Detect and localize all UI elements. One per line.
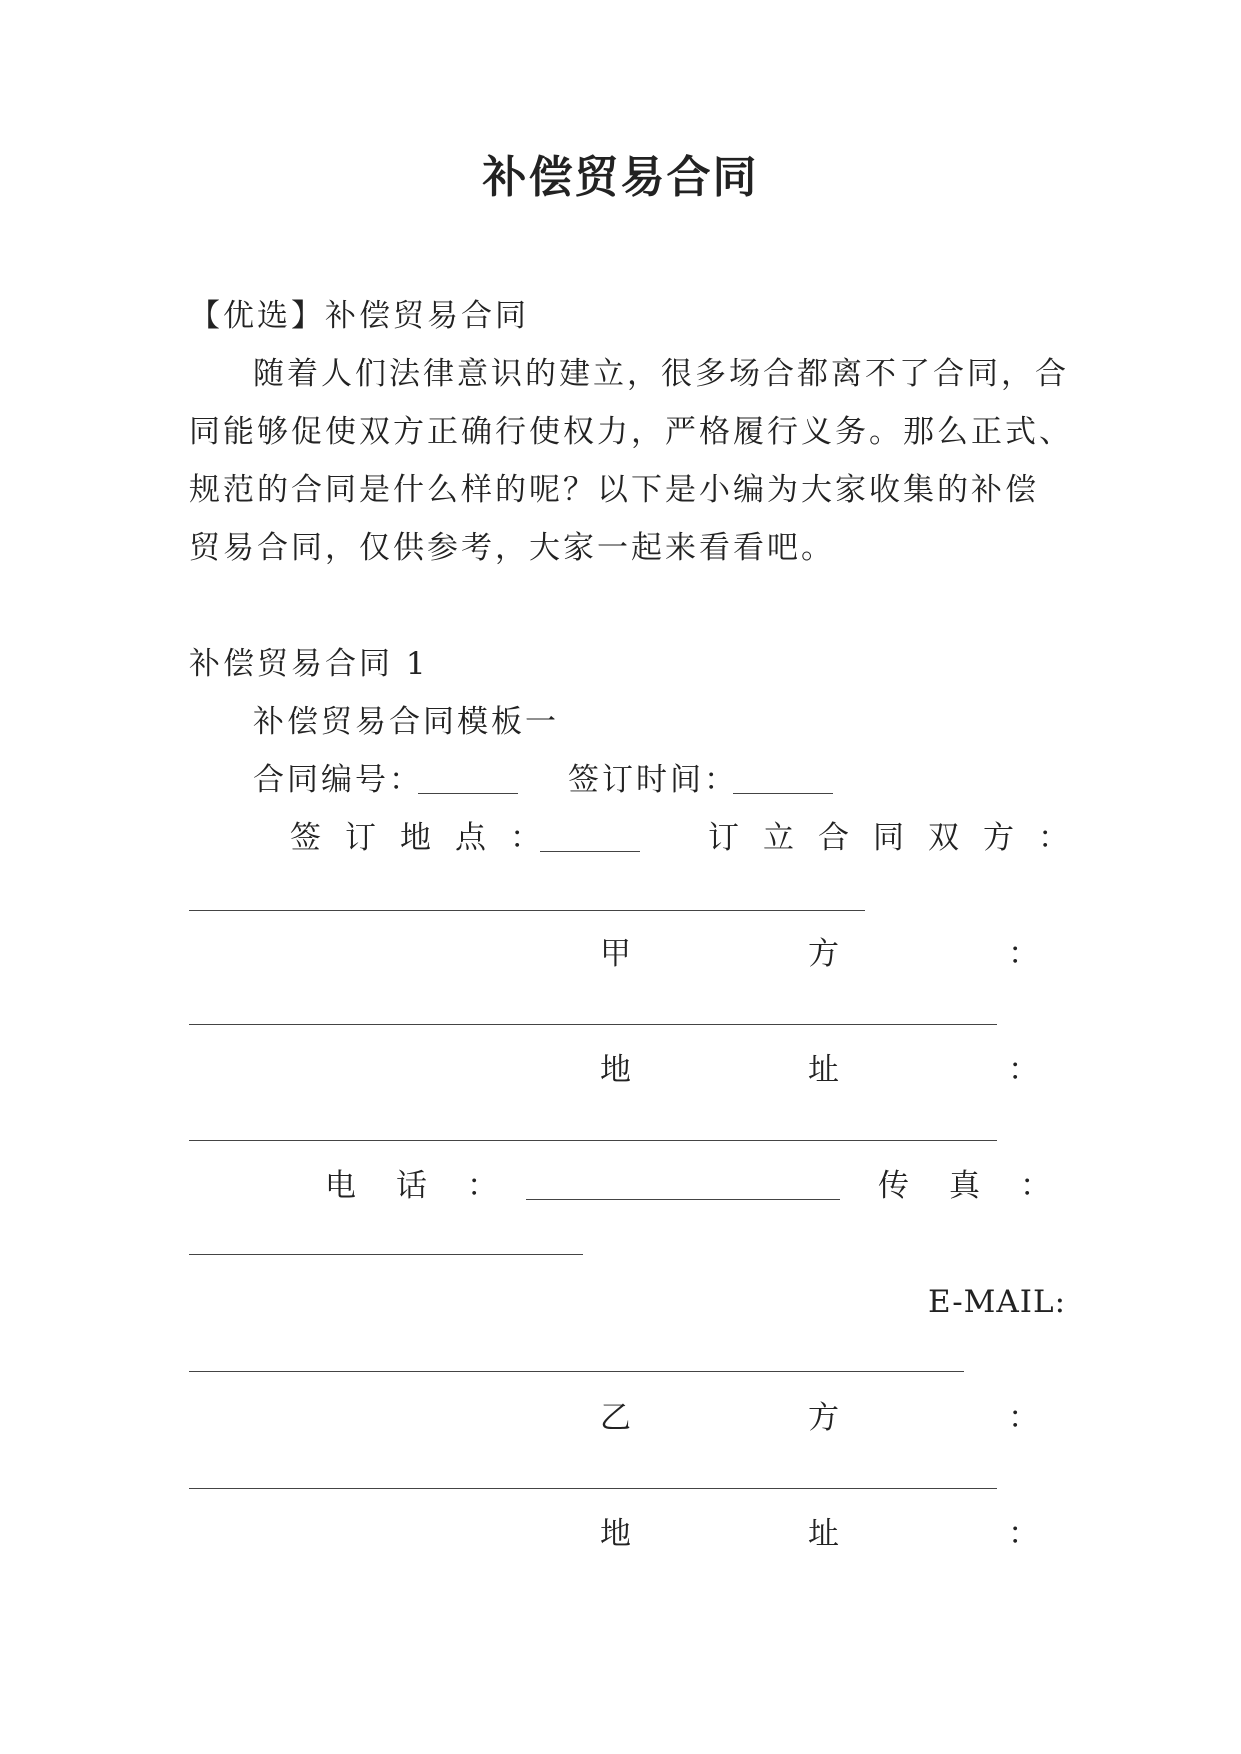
address-a-char-2: 址 <box>808 1052 842 1088</box>
address-a-char-1: 地 <box>600 1052 634 1088</box>
email-label: E-MAIL: <box>928 1284 1067 1320</box>
parties-label: 订立合同双方： <box>708 820 1093 856</box>
intro-label: 【优选】补偿贸易合同 <box>189 298 529 334</box>
intro-line-1: 随着人们法律意识的建立，很多场合都离不了合同，合 <box>253 356 1069 392</box>
template-title: 补偿贸易合同模板一 <box>253 704 559 740</box>
address-a-colon: ： <box>1008 1052 1042 1088</box>
sign-place-blank <box>540 821 640 852</box>
fax-label: 传真： <box>878 1168 1091 1204</box>
address-b-char-1: 地 <box>600 1516 634 1552</box>
phone-label: 电话： <box>325 1168 538 1204</box>
address-b-colon: ： <box>1008 1516 1042 1552</box>
sign-time-label: 签订时间： <box>568 762 738 798</box>
email-underline <box>189 1371 964 1372</box>
intro-line-4: 贸易合同，仅供参考，大家一起来看看吧。 <box>189 530 835 566</box>
party-a-colon: ： <box>1008 936 1042 972</box>
fax-underline <box>189 1254 583 1255</box>
contract-number-label: 合同编号： <box>253 762 423 798</box>
page-title: 补偿贸易合同 <box>482 152 759 203</box>
sign-time-blank <box>733 763 833 794</box>
intro-line-2: 同能够促使双方正确行使权力，严格履行义务。那么正式、 <box>189 414 1073 450</box>
party-a-underline <box>189 1024 997 1025</box>
party-a-char-2: 方 <box>808 936 842 972</box>
address-a-underline <box>189 1140 997 1141</box>
party-b-underline <box>189 1488 997 1489</box>
intro-line-3: 规范的合同是什么样的呢？以下是小编为大家收集的补偿 <box>189 472 1039 508</box>
section-heading: 补偿贸易合同 1 <box>189 646 429 682</box>
party-b-char-2: 方 <box>808 1400 842 1436</box>
party-b-colon: ： <box>1008 1400 1042 1436</box>
contract-number-blank <box>418 763 518 794</box>
parties-underline <box>189 910 865 911</box>
party-a-char-1: 甲 <box>600 936 634 972</box>
phone-blank <box>526 1169 840 1200</box>
party-b-char-1: 乙 <box>600 1400 634 1436</box>
address-b-char-2: 址 <box>808 1516 842 1552</box>
sign-place-label: 签订地点： <box>290 820 565 856</box>
